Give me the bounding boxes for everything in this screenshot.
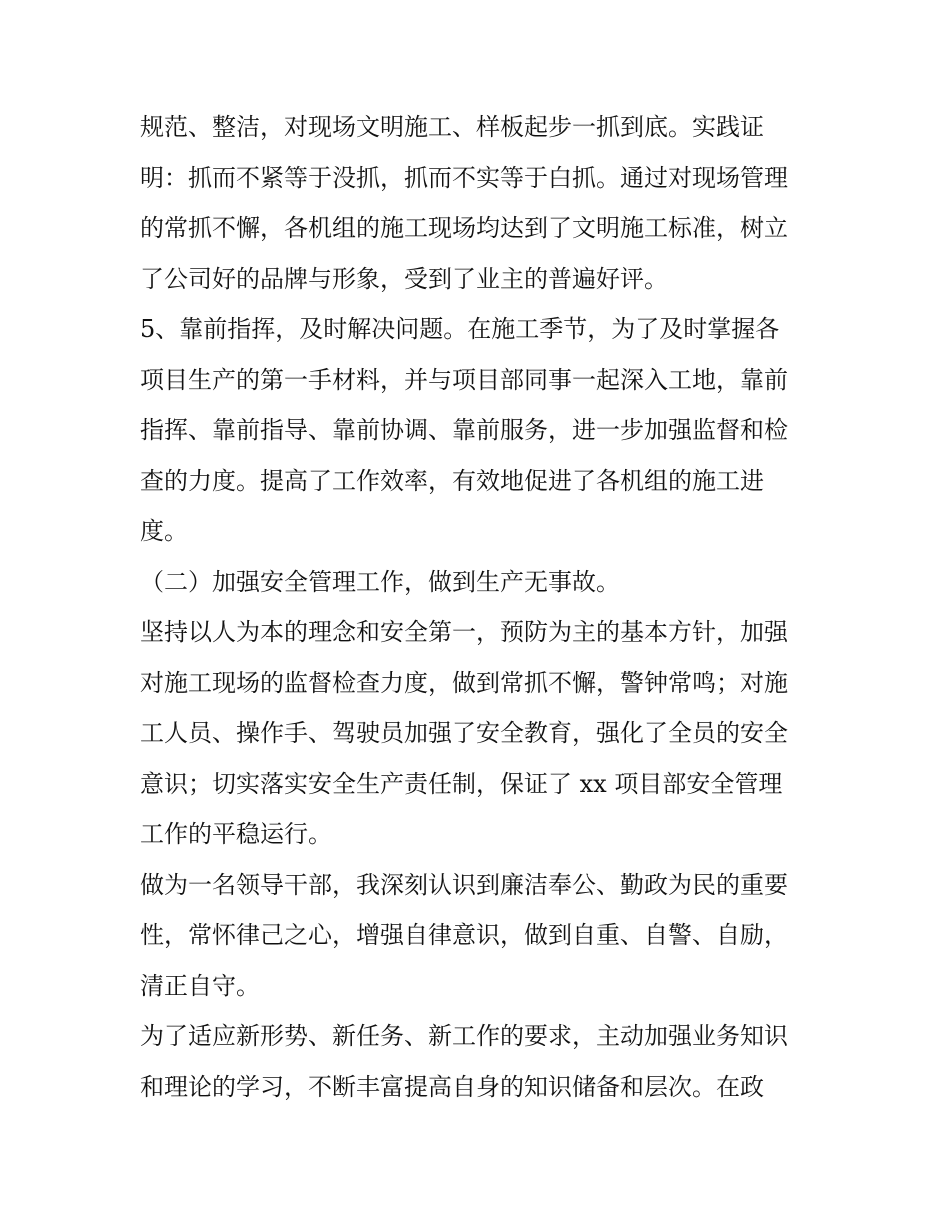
text-line-2: 明：抓而不紧等于没抓，抓而不实等于白抓。通过对现场管理 [140, 163, 788, 192]
text-line-8: 查的力度。提高了工作效率，有效地促进了各机组的施工进 [140, 466, 764, 495]
text-line-11: 坚持以人为本的理念和安全第一，预防为主的基本方针，加强 [140, 618, 788, 646]
text-line-9: 度。 [140, 517, 188, 545]
text-line-13: 工人员、操作手、驾驶员加强了安全教育，强化了全员的安全 [140, 719, 788, 747]
text-line-20: 和理论的学习，不断丰富提高自身的知识储备和层次。在政 [140, 1072, 764, 1101]
text-line-3: 的常抓不懈，各机组的施工现场均达到了文明施工标准，树立 [140, 214, 788, 242]
text-line-16: 做为一名领导干部，我深刻认识到廉洁奉公、勤政为民的重要 [140, 870, 788, 899]
text-line-4: 了公司好的品牌与形象，受到了业主的普遍好评。 [140, 264, 668, 293]
text-line-18: 清正自守。 [140, 971, 260, 1000]
text-line-19: 为了适应新形势、新任务、新工作的要求，主动加强业务知识 [140, 1022, 788, 1050]
text-line-17: 性，常怀律己之心，增强自律意识，做到自重、自警、自励， [140, 921, 788, 949]
text-line-7: 指挥、靠前指导、靠前协调、靠前服务，进一步加强监督和检 [140, 416, 788, 444]
text-line-15: 工作的平稳运行。 [140, 820, 332, 848]
text-line-14: 意识；切实落实安全生产责任制，保证了 xx 项目部安全管理 [140, 769, 783, 798]
text-line-6: 项目生产的第一手材料，并与项目部同事一起深入工地，靠前 [140, 365, 788, 394]
text-line-5: 5、靠前指挥，及时解决问题。在施工季节，为了及时掌握各 [140, 315, 780, 343]
text-line-12: 对施工现场的监督检查力度，做到常抓不懈，警钟常鸣；对施 [140, 668, 788, 697]
text-line-10: （二）加强安全管理工作，做到生产无事故。 [140, 567, 620, 596]
text-line-1: 规范、整洁，对现场文明施工、样板起步一抓到底。实践证 [140, 113, 764, 141]
document-body [140, 102, 820, 1112]
